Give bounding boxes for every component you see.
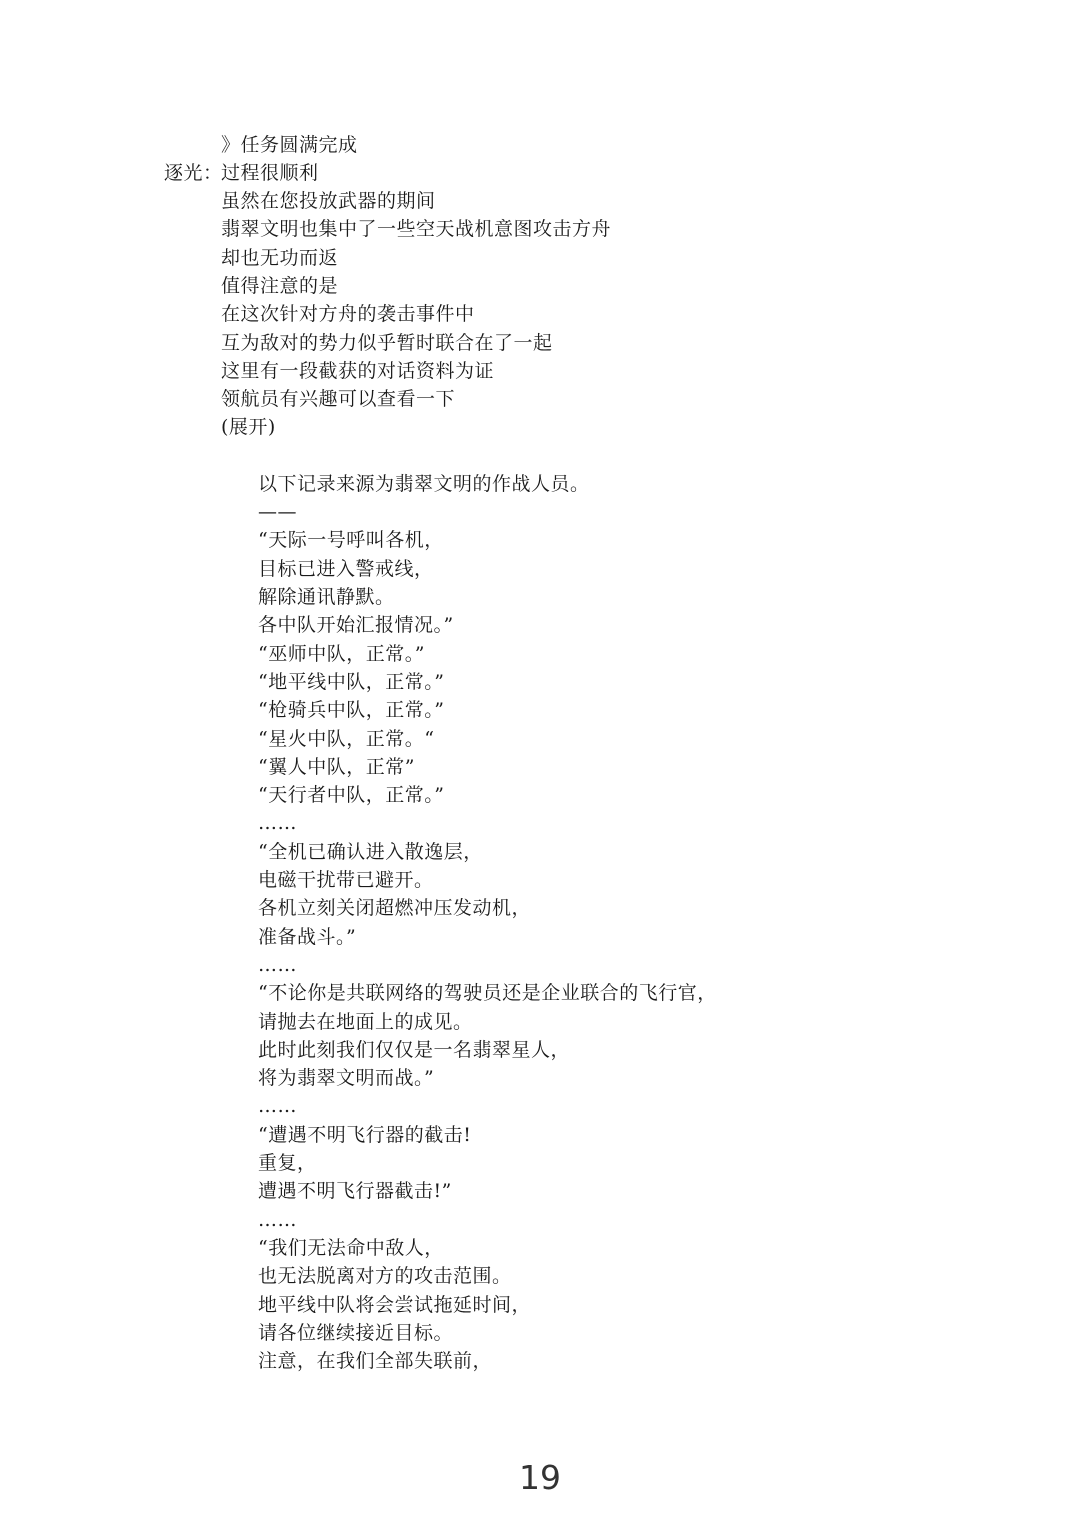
- transcript-line: “天际一号呼叫各机，: [258, 529, 444, 551]
- transcript-line: 注意，在我们全部失联前，: [258, 1350, 493, 1372]
- dialogue-line: 领航员有兴趣可以查看一下: [221, 388, 456, 410]
- transcript-line: “天行者中队，正常。”: [258, 784, 445, 806]
- dialogue-line: 过程很顺利: [221, 162, 319, 184]
- transcript-line: “不论你是共联网络的驾驶员还是企业联合的飞行官，: [258, 982, 717, 1004]
- transcript-line: 也无法脱离对方的攻击范围。: [258, 1265, 512, 1287]
- transcript-line: 重复，: [258, 1152, 317, 1174]
- transcript-line: 以下记录来源为翡翠文明的作战人员。: [258, 473, 590, 495]
- transcript-line: ……: [258, 1095, 297, 1117]
- transcript-line: 各机立刻关闭超燃冲压发动机，: [258, 897, 532, 919]
- intro-line: 》任务圆满完成: [221, 134, 358, 156]
- dialogue-line: 虽然在您投放武器的期间: [221, 190, 436, 212]
- transcript-line: ……: [258, 954, 297, 976]
- transcript-line: “枪骑兵中队，正常。”: [258, 699, 445, 721]
- transcript-line: 请各位继续接近目标。: [258, 1322, 454, 1344]
- transcript-line: 电磁干扰带已避开。: [258, 869, 434, 891]
- transcript-line: “遭遇不明飞行器的截击!: [258, 1124, 472, 1146]
- transcript-line: “地平线中队，正常。”: [258, 671, 445, 693]
- transcript-line: ……: [258, 812, 297, 834]
- transcript-line: “星火中队，正常。“: [258, 728, 435, 750]
- transcript-line: “全机已确认进入散逸层，: [258, 841, 483, 863]
- transcript-line: ——: [258, 501, 297, 523]
- dialogue-line: 却也无功而返: [221, 247, 339, 269]
- expand-toggle[interactable]: (展开): [221, 416, 276, 438]
- transcript-line: 目标已进入警戒线，: [258, 558, 434, 580]
- transcript-line: 准备战斗。”: [258, 926, 357, 948]
- transcript-line: “巫师中队，正常。”: [258, 643, 425, 665]
- transcript-line: 解除通讯静默。: [258, 586, 395, 608]
- transcript-line: “我们无法命中敌人，: [258, 1237, 444, 1259]
- transcript-line: 遭遇不明飞行器截击!”: [258, 1180, 452, 1202]
- dialogue-line: 互为敌对的势力似乎暂时联合在了一起: [221, 332, 553, 354]
- dialogue-line: 翡翠文明也集中了一些空天战机意图攻击方舟: [221, 218, 612, 240]
- transcript-line: 此时此刻我们仅仅是一名翡翠星人，: [258, 1039, 571, 1061]
- transcript-line: ……: [258, 1209, 297, 1231]
- page-number: 19: [519, 1458, 561, 1497]
- transcript-line: 各中队开始汇报情况。”: [258, 614, 454, 636]
- transcript-line: 请抛去在地面上的成见。: [258, 1011, 473, 1033]
- dialogue-line: 这里有一段截获的对话资料为证: [221, 360, 495, 382]
- dialogue-line: 在这次针对方舟的袭击事件中: [221, 303, 475, 325]
- speaker-label: 逐光：: [164, 162, 223, 184]
- dialogue-line: 值得注意的是: [221, 275, 339, 297]
- transcript-line: 地平线中队将会尝试拖延时间，: [258, 1294, 532, 1316]
- transcript-line: 将为翡翠文明而战。”: [258, 1067, 435, 1089]
- transcript-line: “翼人中队，正常”: [258, 756, 415, 778]
